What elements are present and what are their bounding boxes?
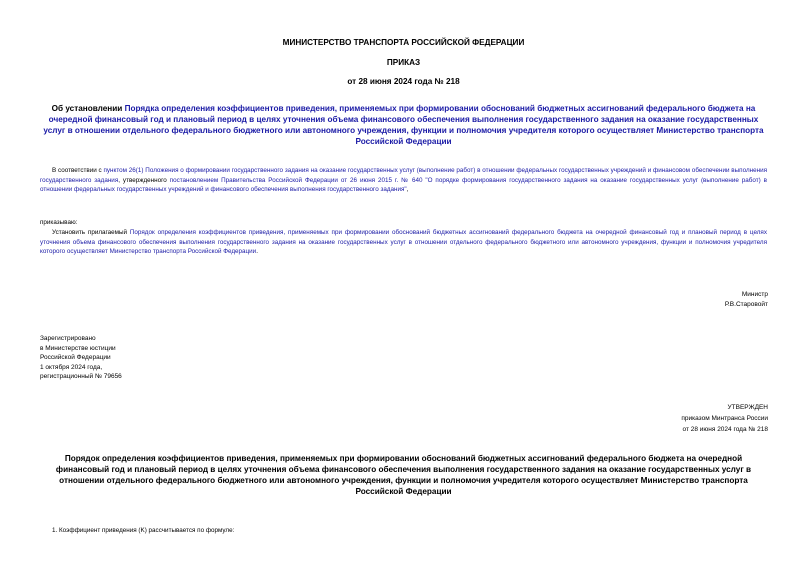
procedure-item-1: 1. Коэффициент приведения (K) рассчитывается по формуле:: [52, 527, 235, 534]
approval-block: [681, 402, 768, 435]
approval-line-3: от 28 июня 2024 года № 218: [682, 426, 768, 433]
preamble-text-1: В соответствии с: [52, 167, 104, 174]
approval-line-1: УТВЕРЖДЕН: [727, 404, 768, 411]
procedure-title: Порядок определения коэффициентов приведения, применяемых при формировании обоснований бюджетных ассигнований федерального бюджета на очередной финансовый год и плановый период в целях уточнения объема финансового обеспечения выполнения государственного задания на оказание государственных услуг в отношении отдельного федерального бюджетного или автономного учреждения, функции и полномочия учредителя которого осуществляет Министерство транспорта Российской Федерации: [55, 454, 752, 496]
order-title: [40, 103, 767, 147]
order-title-link[interactable]: Порядка определения коэффициентов приведения, применяемых при формировании обоснований бюджетных ассигнований федерального бюджета на очередной финансовый год и плановый период в целях уточнения объема финансового обеспечения выполнения государственного задания на оказание государственных услуг в отношении отдельного федерального бюджетного или автономного учреждения, функции и полномочия учредителя которого осуществляет Министерство транспорта Российской Федерации: [43, 104, 764, 146]
preamble-link-regulation[interactable]: пунктом 26(1) Положения о формировании государственного задания на оказание государственных услуг (выполнение работ) в отношении федеральных государственных учреждений и финансовом обеспечении выполнения государственного задания: [40, 167, 767, 184]
clause-paragraph: [40, 228, 767, 257]
order-title-prefix: Об установлении: [51, 104, 125, 113]
signature-name: Р.В.Старовойт: [724, 300, 768, 308]
signature-position: Министр: [741, 291, 768, 298]
ministry-heading: МИНИСТЕРСТВО ТРАНСПОРТА РОССИЙСКОЙ ФЕДЕРАЦИИ: [282, 38, 525, 47]
order-date-number: от 28 июня 2024 года № 218: [347, 77, 460, 86]
registration-line-2: в Министерстве юстиции: [40, 344, 116, 352]
preamble-text-2: , утвержденного: [118, 176, 170, 184]
preamble-link-decree[interactable]: постановлением Правительства Российской Федерации от 26 июня 2015 г. № 640 "О порядке формирования государственного задания на оказание государственных услуг (выполнение работ) в отношении федеральных государственных учреждений и финансового обеспечения выполнения государственного задания": [40, 176, 767, 194]
preamble-text-3: ,: [406, 186, 409, 194]
preamble-paragraph: [40, 166, 767, 195]
registration-line-4: 1 октября 2024 года,: [40, 363, 103, 371]
registration-line-1: Зарегистрировано: [40, 335, 96, 342]
registration-line-3: Российской Федерации: [40, 354, 111, 361]
order-word: приказываю:: [40, 219, 78, 226]
registration-line-5: регистрационный № 79656: [40, 373, 122, 380]
clause-text-2: .: [256, 248, 258, 256]
clause-link-procedure[interactable]: Порядок определения коэффициентов приведения, применяемых при формировании обоснований бюджетных ассигнований федерального бюджета на очередной финансовый год и плановый период в целях уточнения объема финансового обеспечения выполнения государственного задания на оказание государственных услуг в отношении отдельного федерального бюджетного или автономного учреждения, функции и полномочия учредителя которого осуществляет Министерство транспорта Российской Федерации: [40, 229, 767, 256]
approval-line-2: приказом Минтранса России: [681, 415, 768, 422]
doc-type-heading: ПРИКАЗ: [386, 58, 421, 67]
registration-block: [40, 334, 122, 382]
signature-block: [725, 290, 768, 309]
clause-text-1: Установить прилагаемый: [52, 229, 130, 236]
